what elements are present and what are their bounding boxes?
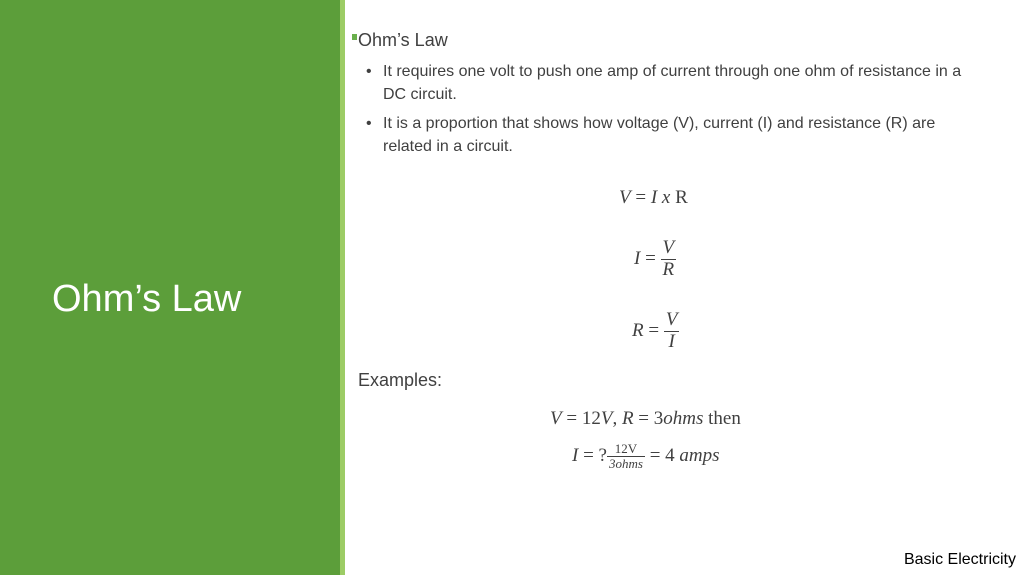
formula-r-equals-v-over-i	[632, 310, 679, 353]
formula-v-equals-ixr	[619, 187, 688, 209]
numerator: V	[662, 237, 675, 258]
ex1-eq-12: = 12	[561, 408, 601, 429]
ex1-then: then	[703, 408, 741, 429]
lhs: R	[632, 319, 644, 341]
fraction	[661, 238, 677, 281]
slide-title: Ohm’s Law	[52, 278, 242, 320]
examples-label: Examples:	[358, 370, 443, 390]
equals-sign: =	[643, 319, 664, 341]
equals-sign: =	[630, 187, 651, 208]
ex1-v: V	[550, 408, 562, 429]
numerator: V	[665, 309, 678, 330]
ex2-eq-4: = 4	[644, 445, 680, 467]
times-x: x	[657, 187, 676, 208]
bullet-text: It requires one volt to push one amp of current through one ohm of resistance in a DC circuit.	[383, 63, 962, 103]
bullet-dot: •	[366, 115, 372, 132]
denominator: R	[662, 258, 675, 280]
ex2-amps: amps	[679, 445, 720, 467]
example-2	[572, 442, 720, 472]
content-heading: Ohm’s Law	[358, 30, 448, 50]
ex1-ohms: ohms	[663, 408, 704, 429]
var-i: I	[650, 187, 658, 208]
bullet-text: It is a proportion that shows how voltage (V), current (I) and resistance (R) are related in a circuit.	[383, 115, 936, 155]
equals-sign: =	[640, 247, 661, 269]
ex2-numerator: 12V	[614, 441, 638, 456]
ex2-fraction	[607, 442, 645, 472]
bullet-item	[366, 112, 986, 158]
ex2-denominator: 3ohms	[608, 456, 643, 472]
ex2-i: I	[572, 445, 579, 467]
ex2-eq-q: = ?	[578, 445, 607, 467]
heading-bullet-marker	[352, 34, 357, 40]
ex1-r: R	[621, 408, 634, 429]
ex1-unit-v: V	[600, 408, 613, 429]
accent-strip	[340, 0, 345, 575]
bullet-list	[366, 60, 986, 164]
ex1-eq-3: = 3	[633, 408, 664, 429]
formula-i-equals-v-over-r	[634, 238, 676, 281]
lhs: I	[634, 247, 641, 269]
fraction	[664, 310, 680, 353]
example-1	[550, 408, 741, 430]
denominator: I	[664, 331, 680, 353]
var-r: R	[675, 187, 688, 208]
bullet-item	[366, 60, 986, 106]
ex1-comma: ,	[612, 408, 622, 429]
var-v: V	[619, 187, 631, 208]
bullet-dot: •	[366, 63, 372, 80]
footer-text: Basic Electricity	[903, 551, 1016, 568]
